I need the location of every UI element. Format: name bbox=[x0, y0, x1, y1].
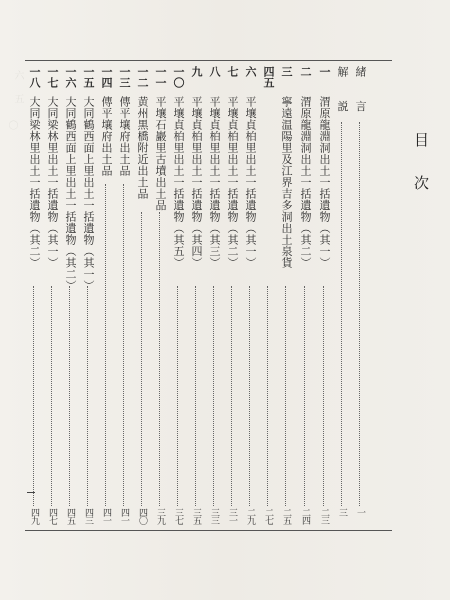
leader-dots bbox=[323, 286, 324, 506]
entry-title: 大同鶴西面上里出土一括遺物（其二） bbox=[64, 96, 77, 292]
leader-dots bbox=[359, 122, 360, 506]
entry-number: 一一 bbox=[154, 66, 167, 88]
entry-page: 四三 bbox=[83, 508, 93, 524]
entry-title: 寧遠温陽里及江界吉多洞出土泉貨 bbox=[280, 96, 293, 269]
entry-page: 三九 bbox=[155, 508, 165, 524]
entry-page: 三 bbox=[337, 508, 347, 516]
entry-title: 平壤石巖里古墳出土品 bbox=[154, 96, 167, 211]
entry-title: 大同梁林里出土一括遺物（其二） bbox=[28, 96, 41, 269]
leader-dots bbox=[123, 184, 124, 506]
entry-title: 平壤貞柏里出土一括遺物（其一） bbox=[244, 96, 257, 269]
leader-dots bbox=[159, 212, 160, 506]
entry-number: 一五 bbox=[82, 66, 95, 88]
entry-number: 一四 bbox=[100, 66, 113, 88]
leader-dots bbox=[69, 286, 70, 506]
leader-dots bbox=[285, 286, 286, 506]
leader-dots bbox=[249, 286, 250, 506]
entry-title: 傳平壤府出土品 bbox=[100, 96, 113, 177]
entry-number: 二 bbox=[299, 66, 312, 77]
entry-page: 四五 bbox=[65, 508, 75, 524]
entry-title: 平壤貞柏里出土一括遺物（其五） bbox=[172, 96, 185, 269]
entry-number: 一八 bbox=[28, 66, 41, 88]
entry-number: 一七 bbox=[46, 66, 59, 88]
entry-title: 傳平壤府出土品 bbox=[118, 96, 131, 177]
entry-number: 一二 bbox=[136, 66, 149, 88]
bleed-through-text: 六 五 bbox=[12, 70, 23, 105]
entry-title: 平壤貞柏里出土一括遺物（其三） bbox=[208, 96, 221, 269]
toc-entry[interactable] bbox=[96, 60, 116, 530]
entry-number: 三 bbox=[280, 66, 293, 77]
entry-title: 渭原龍淵洞出土一括遺物（其一） bbox=[318, 96, 331, 269]
toc-entry[interactable] bbox=[295, 60, 315, 530]
entry-page: 一 bbox=[355, 508, 365, 516]
leader-dots bbox=[141, 212, 142, 506]
leader-dots bbox=[231, 286, 232, 506]
leader-dots bbox=[177, 286, 178, 506]
entry-page: 四七 bbox=[47, 508, 57, 524]
bottom-rule bbox=[25, 530, 392, 531]
toc-entry[interactable] bbox=[332, 60, 352, 530]
toc-entry[interactable] bbox=[60, 60, 80, 530]
entry-page: 三五 bbox=[191, 508, 201, 524]
leader-dots bbox=[105, 184, 106, 506]
leader-dots bbox=[341, 122, 342, 506]
entry-title: 平壤貞柏里出土一括遺物（其二） bbox=[226, 96, 239, 269]
entry-number: 一 bbox=[318, 66, 331, 77]
entry-number: 一六 bbox=[64, 66, 77, 88]
entry-number: 一三 bbox=[118, 66, 131, 88]
entry-page: 四一 bbox=[101, 508, 111, 524]
leader-dots bbox=[267, 286, 268, 506]
entry-title: 黄州黒橋附近出土品 bbox=[136, 96, 149, 200]
toc-entry[interactable] bbox=[314, 60, 334, 530]
entry-number: 六 bbox=[244, 66, 257, 77]
leader-dots bbox=[195, 286, 196, 506]
leader-dots bbox=[87, 286, 88, 506]
entry-number: 一〇 bbox=[172, 66, 185, 88]
entry-number: 七 bbox=[226, 66, 239, 77]
toc-entry[interactable] bbox=[350, 60, 370, 530]
entry-page: 三三 bbox=[209, 508, 219, 524]
entry-page: 二五 bbox=[281, 508, 291, 524]
toc-entry[interactable] bbox=[114, 60, 134, 530]
toc-entry[interactable] bbox=[78, 60, 98, 530]
entry-number: 四五 bbox=[262, 66, 275, 88]
toc-entry[interactable] bbox=[204, 60, 224, 530]
toc-entry[interactable] bbox=[222, 60, 242, 530]
bleed-through-text: 〇 bbox=[6, 120, 17, 131]
entry-page: 三七 bbox=[173, 508, 183, 524]
toc-entry[interactable] bbox=[42, 60, 62, 530]
entry-page: 二四 bbox=[300, 508, 310, 524]
toc-entry[interactable] bbox=[276, 60, 296, 530]
page-title: 目次 bbox=[412, 132, 430, 218]
leader-dots bbox=[33, 286, 34, 506]
entry-page: 四〇 bbox=[137, 508, 147, 524]
entry-page: 三一 bbox=[227, 508, 237, 524]
entry-number: 九 bbox=[190, 66, 203, 77]
entry-title: 平壤貞柏里出土一括遺物（其四） bbox=[190, 96, 203, 269]
toc-entry[interactable] bbox=[132, 60, 152, 530]
entry-page: 二三 bbox=[319, 508, 329, 524]
toc-entry[interactable] bbox=[186, 60, 206, 530]
entry-title: 解 説 bbox=[336, 66, 349, 112]
entry-page: 四一 bbox=[119, 508, 129, 524]
toc-entry[interactable] bbox=[168, 60, 188, 530]
entry-title: 大同鶴西面上里出土一括遺物（其一） bbox=[82, 96, 95, 292]
toc-entry[interactable] bbox=[24, 60, 44, 530]
entry-page: 二九 bbox=[245, 508, 255, 524]
entry-title: 緒 言 bbox=[354, 66, 367, 112]
toc-entry[interactable] bbox=[150, 60, 170, 530]
leader-dots bbox=[213, 286, 214, 506]
toc-entry[interactable] bbox=[258, 60, 278, 530]
entry-page: 二七 bbox=[263, 508, 273, 524]
toc-entry[interactable] bbox=[240, 60, 260, 530]
leader-dots bbox=[304, 286, 305, 506]
entry-title: 大同梁林里出土一括遺物（其一） bbox=[46, 96, 59, 269]
entry-number: 八 bbox=[208, 66, 221, 77]
entry-title: 渭原龍淵洞出土一括遺物（其二） bbox=[299, 96, 312, 269]
entry-page: 四九 bbox=[29, 508, 39, 524]
leader-dots bbox=[51, 286, 52, 506]
